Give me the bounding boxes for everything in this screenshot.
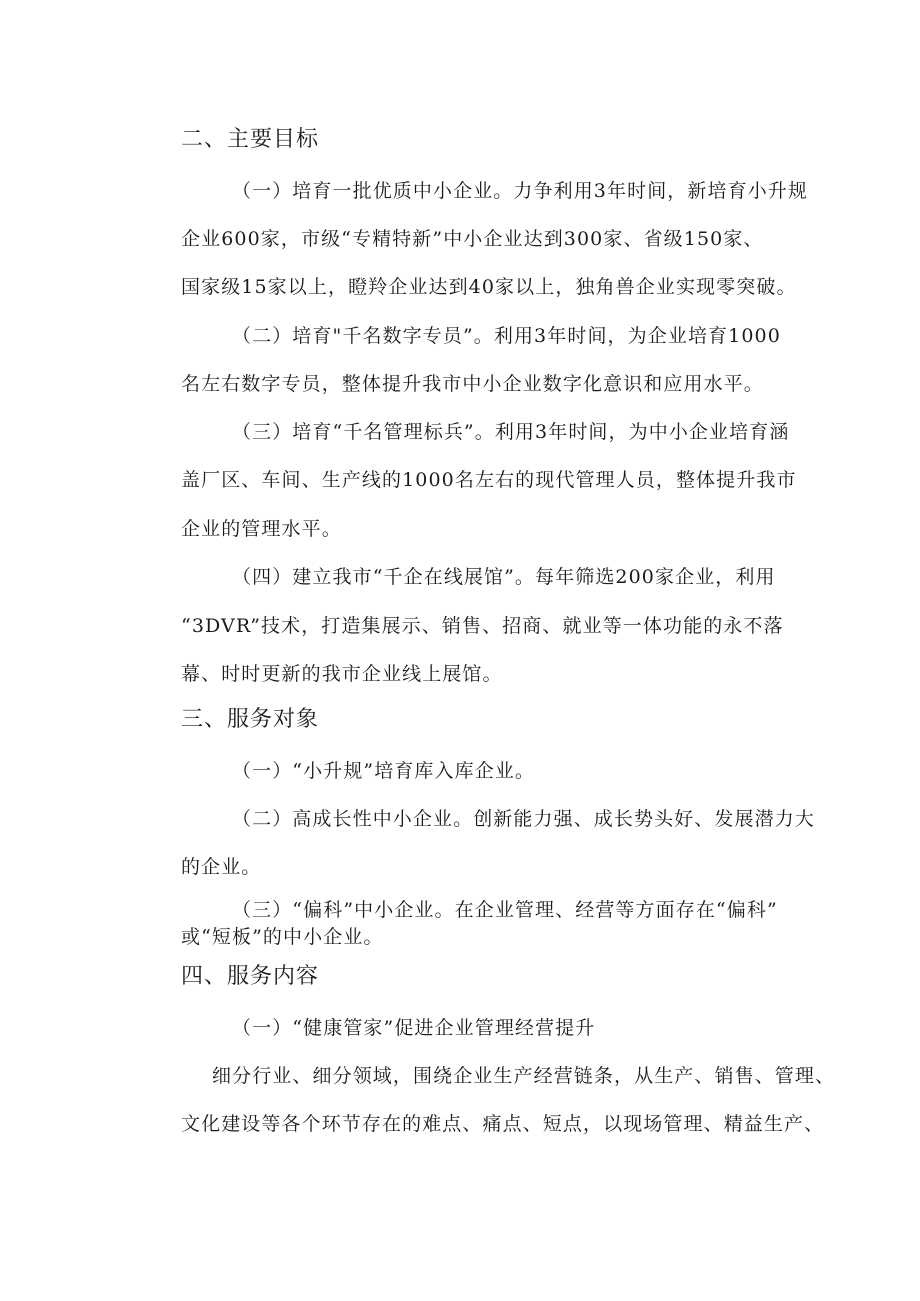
paragraph-line: 的企业。 — [181, 856, 262, 878]
paragraph-line: 幕、时时更新的我市企业线上展馆。 — [181, 663, 503, 685]
section-2-heading: 二、主要目标 — [181, 127, 320, 152]
paragraph-line: 企业的管理水平。 — [181, 518, 342, 540]
paragraph-line: 名左右数字专员，整体提升我市中小企业数字化意识和应用水平。 — [181, 373, 764, 395]
paragraph-line: （三）“偏科”中小企业。在企业管理、经营等方面存在“偏科” — [232, 899, 778, 921]
paragraph-line: 或“短板”的中小企业。 — [181, 926, 384, 948]
paragraph-line: （二）培育"千名数字专员”。利用3年时间，为企业培育1000 — [232, 325, 781, 347]
paragraph-line: 细分行业、细分领域，围绕企业生产经营链条，从生产、销售、管理、 — [212, 1065, 836, 1087]
paragraph-line: （一）“小升规”培育库入库企业。 — [232, 760, 536, 782]
section-3-heading: 三、服务对象 — [181, 707, 320, 732]
paragraph-line: （二）高成长性中小企业。创新能力强、成长势头好、发展潜力大 — [232, 808, 815, 830]
paragraph-line: （四）建立我市“千企在线展馆”。每年筛选200家企业，利用 — [232, 566, 776, 588]
paragraph-line: 企业600家，市级“专精特新”中小企业达到300家、省级150家、 — [181, 228, 764, 250]
paragraph-line: （三）培育“千名管理标兵”。利用3年时间，为中小企业培育涵 — [232, 421, 790, 443]
paragraph-line: （一）培育一批优质中小企业。力争利用3年时间，新培育小升规 — [232, 180, 808, 202]
paragraph-line: 盖厂区、车间、生产线的1000名左右的现代管理人员，整体提升我市 — [181, 469, 797, 491]
paragraph-line: 国家级15家以上，瞪羚企业达到40家以上，独角兽企业实现零突破。 — [181, 276, 797, 298]
section-4-heading: 四、服务内容 — [181, 964, 320, 989]
paragraph-line: “3DVR”技术，打造集展示、销售、招商、就业等一体功能的永不落 — [181, 615, 784, 637]
paragraph-line: 文化建设等各个环节存在的难点、痛点、短点，以现场管理、精益生产、 — [181, 1113, 825, 1135]
paragraph-line: （一）“健康管家”促进企业管理经营提升 — [232, 1017, 596, 1039]
